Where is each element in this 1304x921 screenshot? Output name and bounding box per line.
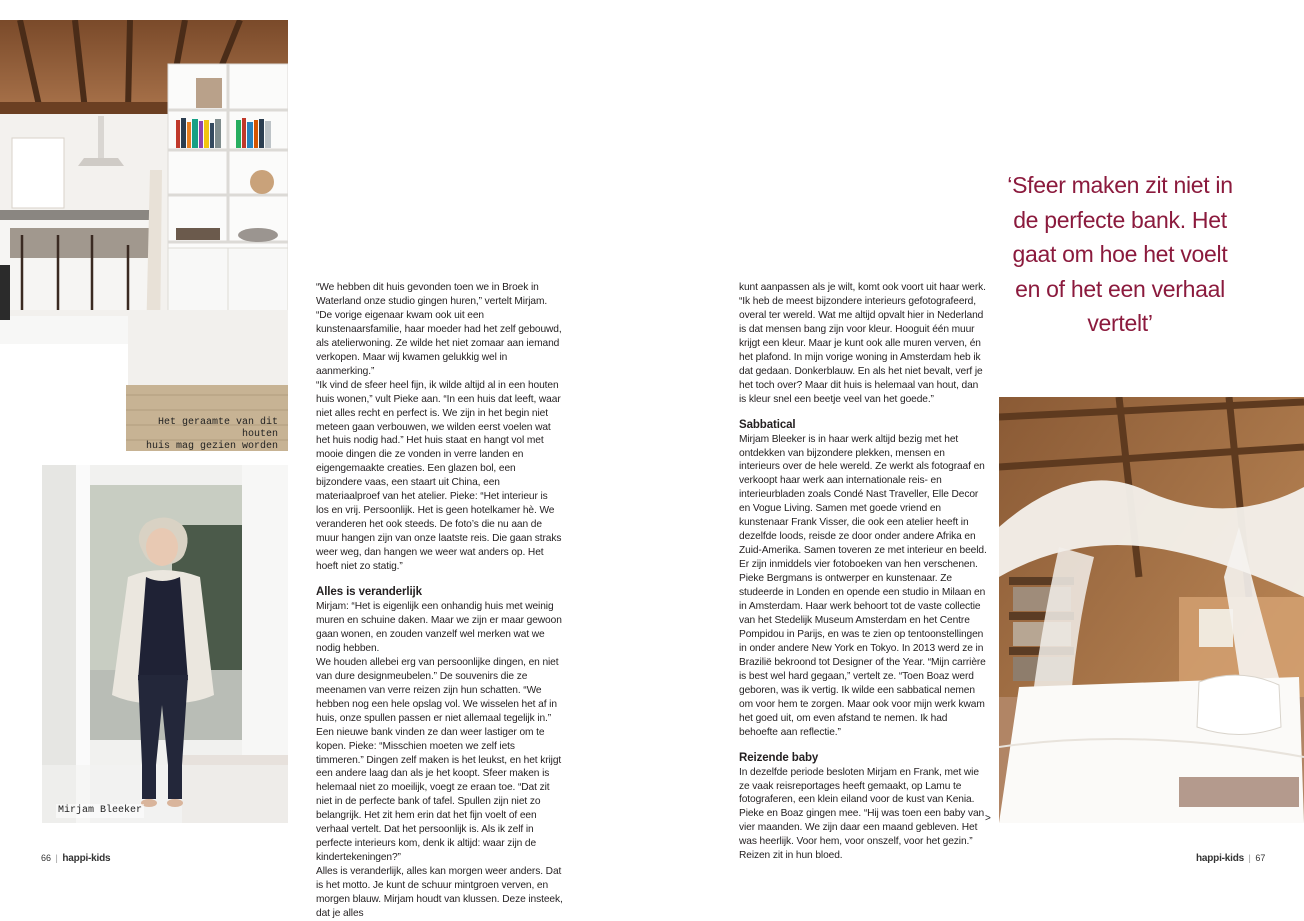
folio-right bbox=[1196, 853, 1265, 864]
photo-portrait-illustration bbox=[42, 465, 288, 823]
article-column-1 bbox=[316, 281, 563, 921]
body-paragraph: Pieke Bergmans is ontwerper en kunstenaar. Ze studeerde in Londen en opende een studio in Milaan en in Amsterdam. Haar werk behoort tot de vaste collectie van het Stedelijk Museum Amsterdam en het Centre Pompidou in Parijs, en was te zien op tentoonstellingen in onder andere New York en Tokyo. In 2013 werd ze in Brazilië bekroond tot Designer of the Year. “Mijn carrière is best wel hard gegaan,” vertelt ze. “Toen Boaz werd geboren, was ik vertig. Ik wilde een sabbatical nemen om voor hem te zorgen. Maar ook voor mijn werk kwam het goed uit, om even afstand te nemen. Ik had behoefte aan reflectie.” bbox=[739, 573, 986, 738]
brand-logo-left: happi-kids bbox=[62, 853, 111, 864]
photo-bedroom-illustration bbox=[999, 397, 1304, 823]
body-paragraph: In dezelfde periode besloten Mirjam en Frank, met wie ze vaak reisreportages heeft gemaakt, op Lamu te fotograferen, een klein eiland voor de kust van Kenia. Pieke en Boaz gingen mee. “Hij was toen een baby van vier maanden. We zijn daar een maand gebleven. Het was heerlijk. Voor hem, voor onszelf, voor het gezin.” Reizen zit in hun bloed. bbox=[739, 766, 985, 862]
body-paragraph: “Ik vind de sfeer heel fijn, ik wilde altijd al in een houten huis wonen,” vult Pieke aan. “In een huis dat leeft, waar niet alles recht en perfect is. We zijn in het begin niet meteen gaan verbouwen, we wilden eerst voelen wat het huis nodig had.” Het huis staat en hangt vol met mooie dingen die ze vonden in verre landen en eigengemaakte creaties. Een glazen bol, een bijzondere vaas, een staart uit China, een materiaalproef van het atelier. Pieke: “Het interieur is los en vrij. Persoonlijk. Het is geen hotelkamer hè. We veranderen het ook steeds. De foto’s die nu aan de muur hangen zijn van onze laatste reis. Die gaan straks weer weg, dan hangen we weer wat anders op. Het hoeft niet zo statig.” bbox=[316, 379, 562, 573]
body-paragraph: Mirjam: “Het is eigenlijk een onhandig huis met weinig muren en schuine daken. Maar we zijn er maar gewoon gaan wonen, en zouden vanzelf wel merken wat we nodig hebben. bbox=[316, 601, 562, 654]
body-paragraph: Alles is veranderlijk, alles kan morgen weer anders. Dat is het motto. Je kunt de schuur mintgroen verven, en morgen blauw. Mirjam houdt van klussen. Deze insteek, dat je alles bbox=[316, 866, 563, 919]
photo-caption-portrait: Mirjam Bleeker bbox=[58, 805, 143, 816]
photo-bedroom-canopy bbox=[999, 397, 1304, 823]
section-heading: Alles is veranderlijk bbox=[316, 586, 422, 599]
pull-quote: ‘Sfeer maken zit niet in de perfecte bank. Het gaat om hoe het voelt en of het een verhaal vertelt’ bbox=[1007, 172, 1233, 336]
section-heading: Sabbatical bbox=[739, 418, 796, 431]
body-paragraph: “Ik heb de meest bijzondere interieurs gefotografeerd, overal ter wereld. Wat me altijd opvalt hier in Nederland is dat mensen bang zijn voor kleur. Hooguit één muur krijgt een kleur. Maar je kunt ook alle muren verven, én het plafond. In mijn vorige woning in Amsterdam heb ik dat gedaan. Donkerblauw. En als het niet bevalt, verf je het toch over? Maar dit huis is helemaal van hout, dan is kleur snel een beetje veel van het goede.” bbox=[739, 295, 984, 405]
article-column-2 bbox=[739, 281, 987, 863]
brand-logo-right: happi-kids bbox=[1196, 853, 1245, 864]
body-paragraph: We houden allebei erg van persoonlijke dingen, en niet van dure designmeubelen.” De souvenirs die ze meenamen van verre reizen zijn hun schatten. “We hebben nog een hele opslag vol. We wisselen het af in huis, onze spullen passen er niet allemaal tegelijk in.” Een nieuwe bank vinden ze dan weer lastiger om te kopen. Pieke: “Misschien moeten we zelf iets timmeren.” Dingen zelf maken is het leukst, en het krijgt een andere laag dan als je het koopt. Sfeer maken is helemaal niet zo moeilijk, voegt ze eraan toe. “Dat zit niet in de perfecte bank of tafel. Spullen zijn niet zo belangrijk. Het zit hem erin dat het fijn voelt of een verhaal vertelt. Dat het persoonlijk is. Als ik zelf in perfecte interieurs kom, denk ik altijd: waar zijn de kindertekeningen?” bbox=[316, 656, 562, 864]
photo-portrait-mirjam bbox=[42, 465, 288, 823]
folio-separator-left: | bbox=[55, 853, 58, 863]
body-paragraph: kunt aanpassen als je wilt, komt ook voort uit haar werk. bbox=[739, 282, 986, 293]
body-paragraph: “We hebben dit huis gevonden toen we in Broek in Waterland onze studio gingen huren,” vertelt Mirjam. “De vorige eigenaar kwam ook uit een kunstenaarsfamilie, haar moeder had het zelf gebouwd, als atelierwoning. Ze wilde het niet zomaar aan iemand verkopen. Maar wij kwamen gelukkig wel in aanmerking.” bbox=[316, 282, 562, 377]
photo-kitchen-illustration bbox=[0, 20, 288, 451]
continue-arrow: > bbox=[985, 813, 991, 824]
photo-kitchen-interior bbox=[0, 20, 288, 451]
folio-separator-right: | bbox=[1248, 853, 1251, 863]
section-heading: Reizende baby bbox=[739, 751, 819, 764]
photo-caption-kitchen: Het geraamte van dit houten huis mag gezien worden bbox=[145, 417, 278, 452]
body-paragraph: Mirjam Bleeker is in haar werk altijd bezig met het ontdekken van bijzondere plekken, mensen en interieurs over de hele wereld. Ze werkt als fotograaf en verkoopt haar werk aan internationale reis- en interieurbladen zoals Condé Nast Traveller, Elle Decor en Vogue Living. Samen met goede vriend en kunstenaar Frank Visser, die ook een atelier heeft in dezelfde loods, reisde ze door onder andere Afrika en Zuid-Amerika. Samen toveren ze met interieur en beeld. Er zijn inmiddels vier fotoboeken van hen verschenen. bbox=[739, 433, 987, 571]
folio-left bbox=[41, 853, 110, 864]
page-number-left: 66 bbox=[41, 853, 52, 863]
page-number-right: 67 bbox=[1255, 853, 1266, 863]
